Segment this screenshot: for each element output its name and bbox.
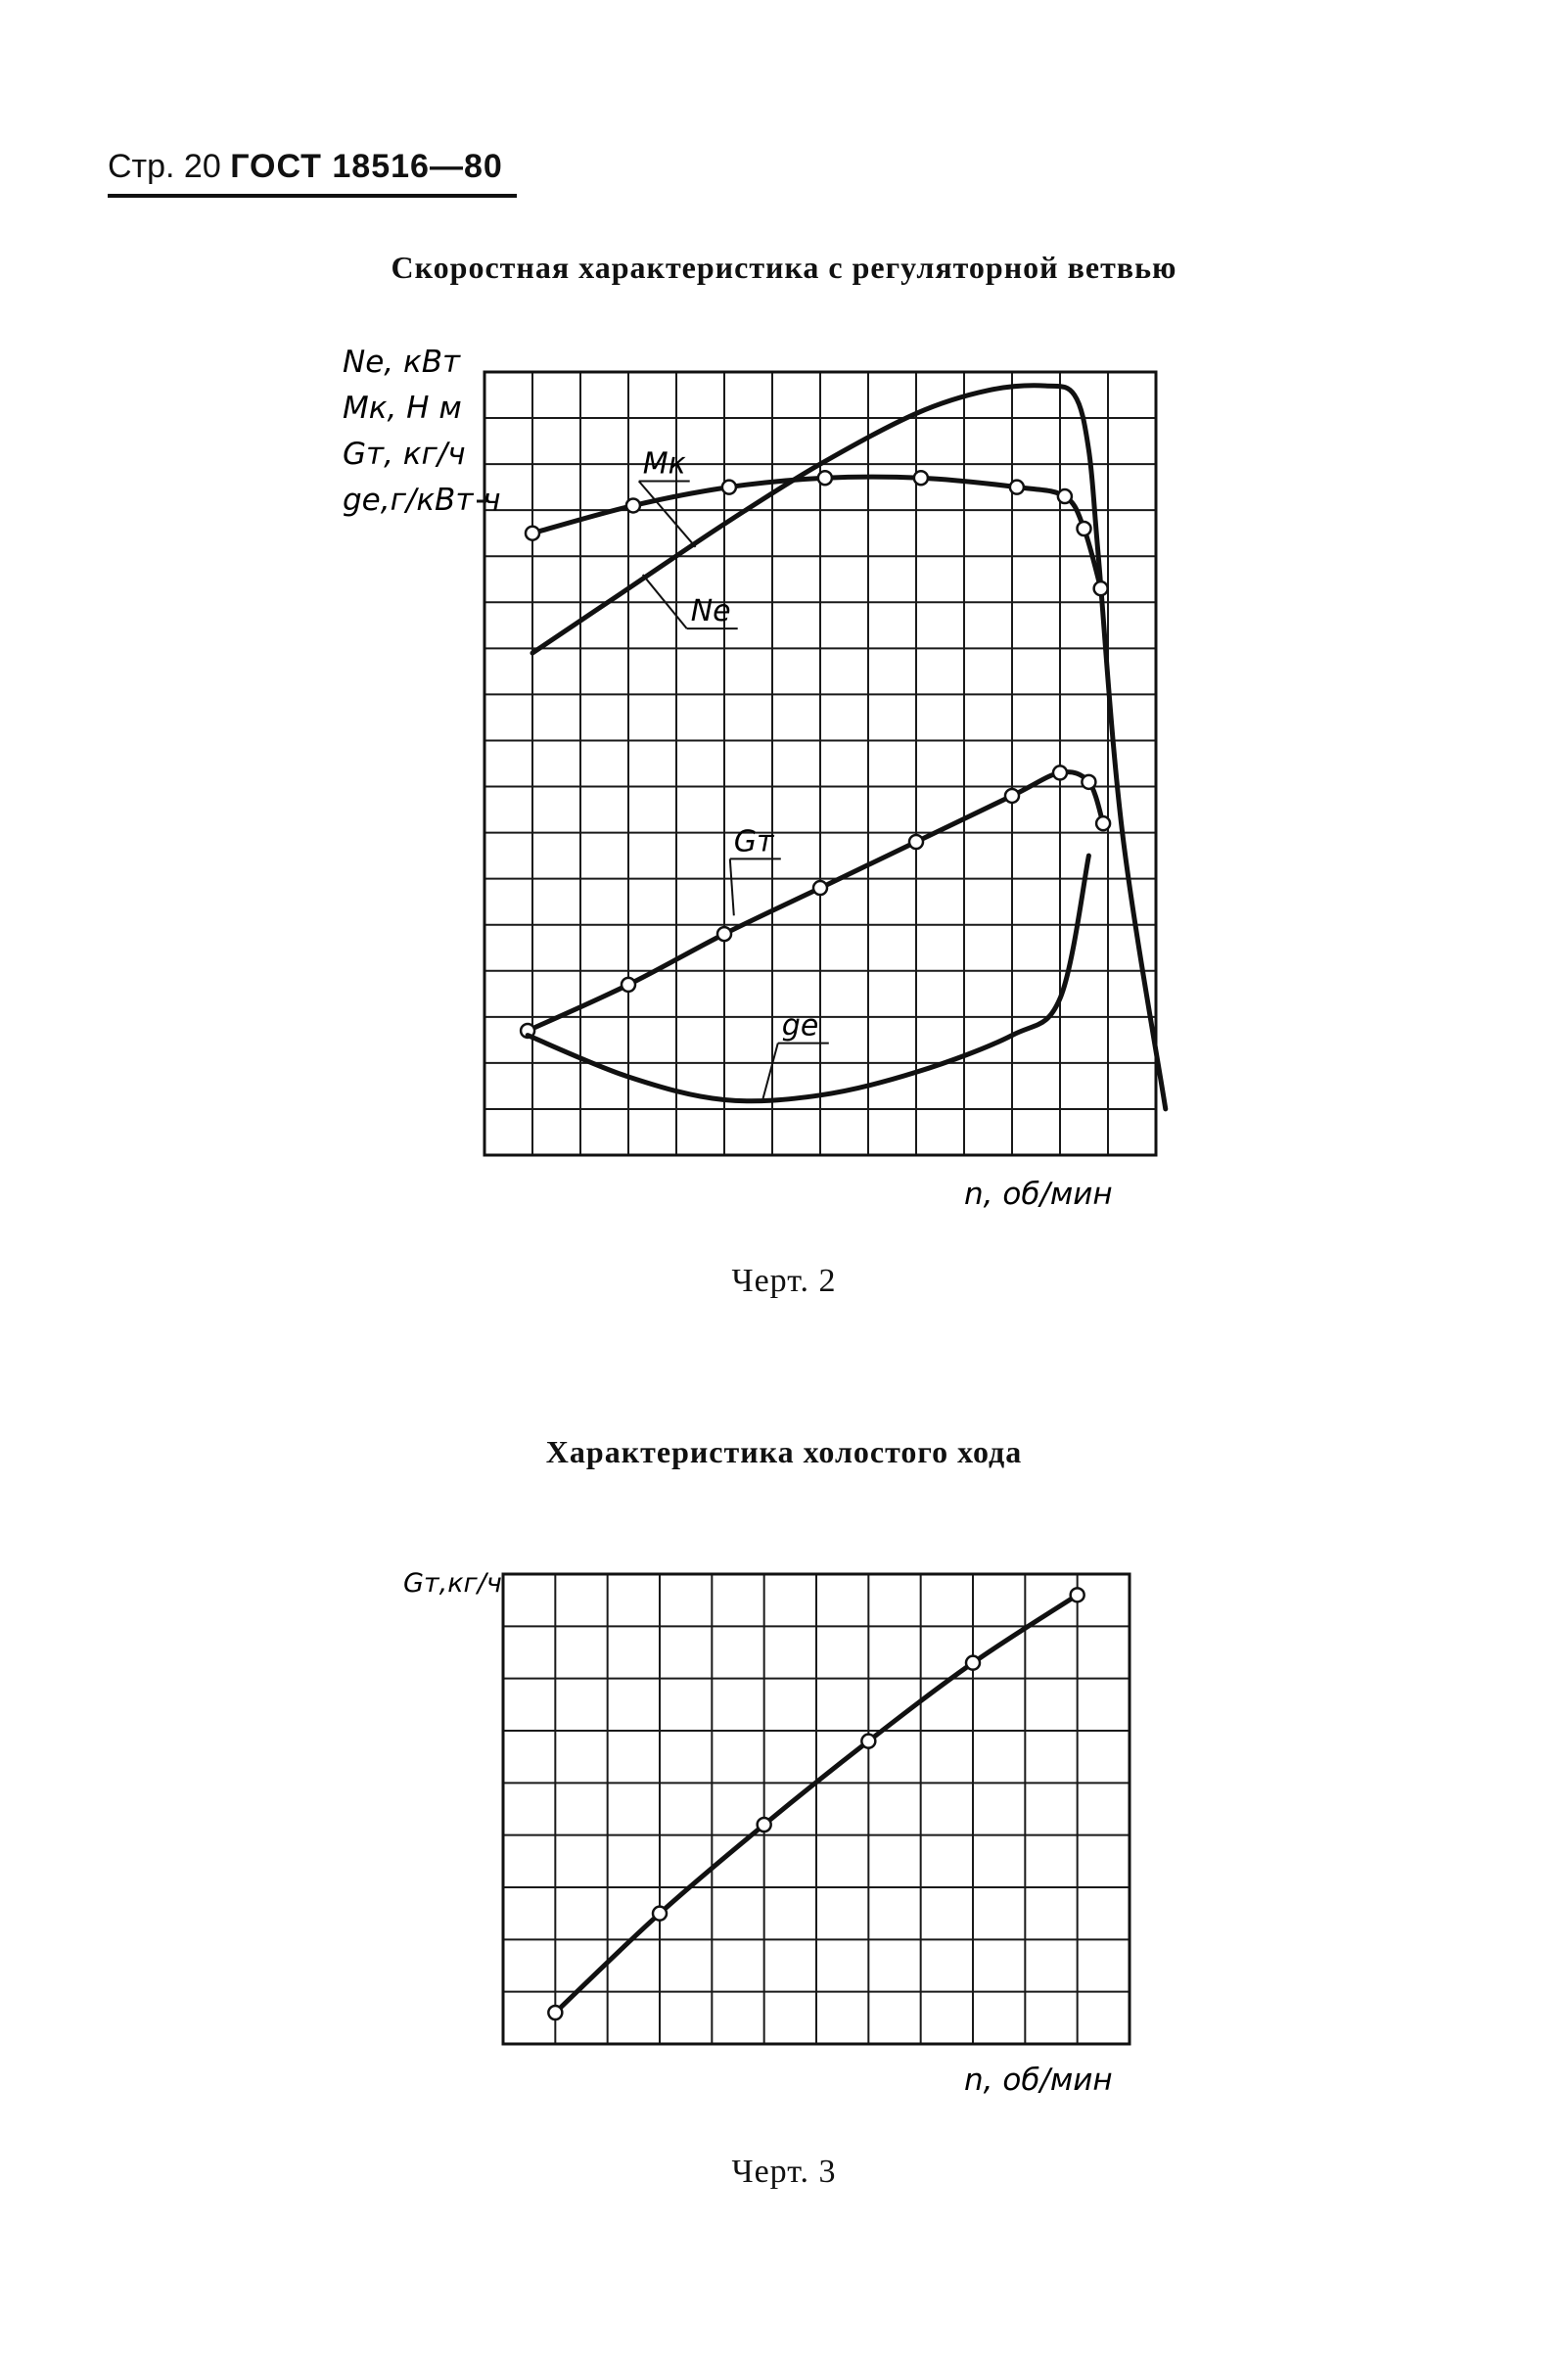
data-point — [526, 527, 539, 540]
series-Gт-line — [528, 772, 1103, 1031]
standard-number: ГОСТ 18516—80 — [230, 148, 503, 185]
data-point — [1058, 489, 1072, 503]
y-axis-label-line: gе,г/кВт ч — [343, 483, 501, 518]
data-point — [622, 978, 635, 992]
data-point — [758, 1818, 771, 1832]
data-point — [1082, 775, 1095, 789]
data-point — [914, 471, 928, 485]
curve-label-Mк: Mк — [642, 446, 686, 482]
data-point — [653, 1907, 667, 1921]
curve-label-gе: gе — [781, 1008, 819, 1044]
figure2-title: Скоростная характеристика с регуляторной ветвью — [391, 250, 1177, 285]
data-point — [1071, 1588, 1084, 1601]
data-point — [1096, 816, 1110, 830]
data-point — [1053, 765, 1067, 779]
data-point — [1094, 581, 1108, 595]
data-point — [861, 1735, 875, 1748]
data-point — [1005, 789, 1019, 803]
data-point — [966, 1656, 980, 1670]
data-point — [909, 835, 923, 849]
page-number: Стр. 20 — [108, 148, 221, 185]
curve-label-Nе: Nе — [690, 594, 731, 629]
x-axis-label: n, об/мин — [964, 2063, 1113, 2098]
speed-characteristic-chart — [0, 333, 1568, 1312]
idle-characteristic-chart — [0, 1556, 1568, 2105]
y-axis-label-line: Nе, кВт — [343, 345, 461, 380]
data-point — [1078, 522, 1091, 535]
data-point — [548, 2006, 562, 2019]
header-rule — [108, 194, 517, 198]
curve-label-leader — [730, 858, 734, 915]
y-axis-label-line: Mк, Н м — [343, 391, 462, 426]
page-header — [108, 147, 529, 198]
data-point — [722, 481, 736, 494]
data-point — [818, 471, 832, 485]
y-axis-label: Gт,кг/ч — [403, 1568, 502, 1599]
y-axis-label-line: Gт, кг/ч — [343, 437, 466, 472]
x-axis-label: n, об/мин — [964, 1177, 1113, 1212]
data-point — [1010, 481, 1024, 494]
figure3-title: Характеристика холостого хода — [545, 1434, 1023, 1469]
data-point — [813, 881, 827, 895]
data-point — [717, 927, 731, 941]
data-point — [626, 498, 640, 512]
figure3-caption: Черт. 3 — [731, 2154, 837, 2190]
curve-label-leader — [762, 1044, 778, 1100]
curve-label-leader — [639, 482, 696, 547]
figure2-caption: Черт. 2 — [731, 1263, 837, 1299]
curve-label-Gт: Gт — [733, 824, 774, 859]
